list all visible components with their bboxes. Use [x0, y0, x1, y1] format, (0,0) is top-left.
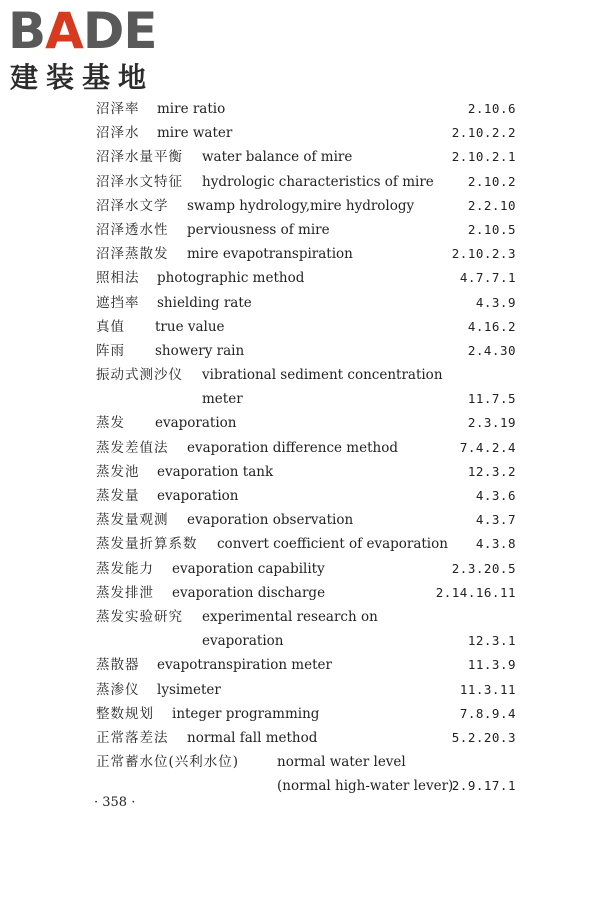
entry-english [157, 460, 273, 484]
entry-section-number: 2.14.16.11 [435, 584, 516, 600]
entry-term: 蒸发池 [96, 463, 140, 480]
entry-section-number: 4.3.6 [475, 488, 516, 504]
entry-english [187, 726, 317, 750]
entry-term: 沼泽水文特征 [96, 173, 183, 190]
entry-section-number: 2.3.20.5 [451, 560, 516, 576]
entry-english-line1: evaporation capability [172, 560, 325, 577]
glossary-entry [0, 242, 600, 266]
entry-english-line1: evaporation observation [187, 512, 354, 529]
entry-section-number: 7.4.2.4 [459, 439, 516, 455]
entry-english [155, 411, 237, 435]
glossary-entry [0, 678, 600, 702]
entry-term: 照相法 [96, 270, 140, 287]
entry-english-line1: convert coefficient of evaporation [217, 536, 448, 553]
entry-english [157, 653, 332, 677]
entry-section-number: 4.16.2 [467, 318, 516, 334]
entry-english-line1: perviousness of mire [187, 221, 330, 238]
entry-english [217, 532, 448, 556]
entry-english-line1: evaporation [155, 415, 237, 432]
entry-term: 阵雨 [96, 342, 125, 359]
page-number: · 358 · [94, 795, 136, 810]
entry-section-number: 4.3.7 [475, 512, 516, 528]
glossary-entry [0, 436, 600, 460]
glossary-entry [0, 605, 600, 653]
glossary-entry [0, 266, 600, 290]
entry-term: 正常蓄水位(兴利水位) [96, 754, 240, 771]
entry-english-line1: normal water level [277, 754, 406, 771]
entry-term: 蒸发差值法 [96, 439, 169, 456]
glossary-entry [0, 532, 600, 556]
entry-term: 蒸散器 [96, 657, 140, 674]
entry-english-line1: vibrational sediment concentration [202, 367, 443, 384]
entry-section-number: 2.10.2.2 [451, 125, 516, 141]
entry-english [187, 508, 353, 532]
entry-section-number: 5.2.20.3 [451, 729, 516, 745]
entry-english-line1: experimental research on [202, 608, 378, 625]
entry-english [187, 218, 330, 242]
entry-english-line1: mire ratio [157, 101, 226, 117]
entry-section-number: 11.7.5 [467, 391, 516, 407]
entry-term: 蒸发能力 [96, 560, 154, 577]
glossary-entry [0, 702, 600, 726]
entry-term: 沼泽透水性 [96, 221, 169, 238]
entry-english-line1: integer programming [172, 705, 320, 722]
entry-english-line1: lysimeter [157, 681, 221, 698]
entry-english [172, 557, 325, 581]
entry-term: 沼泽水量平衡 [96, 149, 183, 166]
glossary-entry [0, 750, 600, 798]
entry-term: 蒸发实验研究 [96, 608, 183, 625]
entry-english [202, 170, 434, 194]
entry-section-number: 2.10.5 [467, 221, 516, 237]
glossary-entry [0, 121, 600, 145]
logo-subtitle: 建装基地 [10, 61, 155, 94]
entry-english [202, 605, 378, 650]
entry-term: 沼泽水 [96, 125, 140, 142]
entry-term: 沼泽蒸散发 [96, 246, 169, 263]
entry-section-number: 7.8.9.4 [459, 705, 516, 721]
logo-wordmark: BADE [8, 2, 157, 60]
entry-english-line1: normal fall method [187, 729, 318, 746]
entry-english [157, 266, 304, 290]
entry-english [157, 678, 221, 702]
entry-english-line2: meter [202, 391, 243, 408]
entry-section-number: 4.3.9 [475, 294, 516, 310]
entry-english-line1: water balance of mire [202, 149, 353, 166]
glossary-entry [0, 726, 600, 750]
glossary-entry [0, 218, 600, 242]
glossary-entries [0, 97, 600, 798]
bade-logo [8, 2, 178, 96]
entry-english [202, 363, 443, 408]
entry-english [172, 702, 319, 726]
glossary-entry [0, 194, 600, 218]
entry-term: 蒸发量折算系数 [96, 536, 198, 553]
entry-english-line1: hydrologic characteristics of mire [202, 173, 434, 190]
entry-section-number: 11.3.9 [467, 657, 516, 673]
entry-english-line1: evaporation difference method [187, 439, 398, 456]
entry-term: 整数规划 [96, 705, 154, 722]
entry-english [172, 581, 325, 605]
glossary-entry [0, 508, 600, 532]
entry-english-line1: mire evapotranspiration [187, 246, 353, 263]
entry-section-number: 2.4.30 [467, 342, 516, 358]
entry-english-line1: showery rain [155, 342, 245, 359]
entry-section-number: 2.9.17.1 [451, 778, 516, 794]
glossary-entry [0, 145, 600, 169]
entry-term: 振动式测沙仪 [96, 367, 183, 384]
glossary-entry [0, 291, 600, 315]
entry-english [187, 194, 414, 218]
entry-section-number: 2.3.19 [467, 415, 516, 431]
entry-english-line1: evapotranspiration meter [157, 657, 332, 674]
entry-english [202, 145, 352, 169]
entry-english-line1: evaporation tank [157, 463, 274, 480]
glossary-entry [0, 363, 600, 411]
entry-term: 真值 [96, 318, 125, 335]
entry-english [187, 436, 398, 460]
entry-english-line1: mire water [157, 125, 233, 142]
glossary-entry [0, 339, 600, 363]
entry-term: 正常落差法 [96, 729, 169, 746]
entry-english-line1: swamp hydrology,mire hydrology [187, 197, 415, 214]
glossary-entry [0, 653, 600, 677]
entry-english [157, 121, 232, 145]
entry-term: 蒸发量 [96, 488, 140, 505]
entry-section-number: 12.3.1 [467, 633, 516, 649]
entry-english-line1: true value [155, 318, 225, 335]
entry-term: 沼泽率 [96, 101, 140, 117]
entry-term: 遮挡率 [96, 294, 140, 311]
entry-section-number: 4.3.8 [475, 536, 516, 552]
entry-english [155, 339, 244, 363]
entry-section-number: 4.7.7.1 [459, 270, 516, 286]
glossary-entry [0, 581, 600, 605]
entry-section-number: 12.3.2 [467, 463, 516, 479]
entry-english-line1: evaporation [157, 488, 239, 505]
entry-english [157, 97, 225, 121]
glossary-entry [0, 460, 600, 484]
entry-term: 沼泽水文学 [96, 197, 169, 214]
entry-term: 蒸渗仪 [96, 681, 140, 698]
glossary-entry [0, 557, 600, 581]
entry-section-number: 2.2.10 [467, 197, 516, 213]
entry-section-number: 2.10.2.1 [451, 149, 516, 165]
glossary-entry [0, 170, 600, 194]
entry-english-line2: evaporation [202, 633, 284, 650]
entry-english-line2: (normal high-water lever) [277, 778, 454, 795]
entry-term: 蒸发 [96, 415, 125, 432]
entry-english-line1: evaporation discharge [172, 584, 326, 601]
entry-english [187, 242, 353, 266]
entry-section-number: 11.3.11 [459, 681, 516, 697]
glossary-entry [0, 484, 600, 508]
entry-english [157, 484, 239, 508]
entry-english [157, 291, 252, 315]
entry-section-number: 2.10.2.3 [451, 246, 516, 262]
entry-section-number: 2.10.2 [467, 173, 516, 189]
entry-english-line1: shielding rate [157, 294, 252, 311]
entry-term: 蒸发排泄 [96, 584, 154, 601]
glossary-entry [0, 411, 600, 435]
entry-english [277, 750, 454, 795]
glossary-entry [0, 315, 600, 339]
entry-english [155, 315, 225, 339]
entry-section-number: 2.10.6 [467, 101, 516, 116]
entry-english-line1: photographic method [157, 270, 305, 287]
entry-term: 蒸发量观测 [96, 512, 169, 529]
glossary-entry [0, 97, 600, 121]
